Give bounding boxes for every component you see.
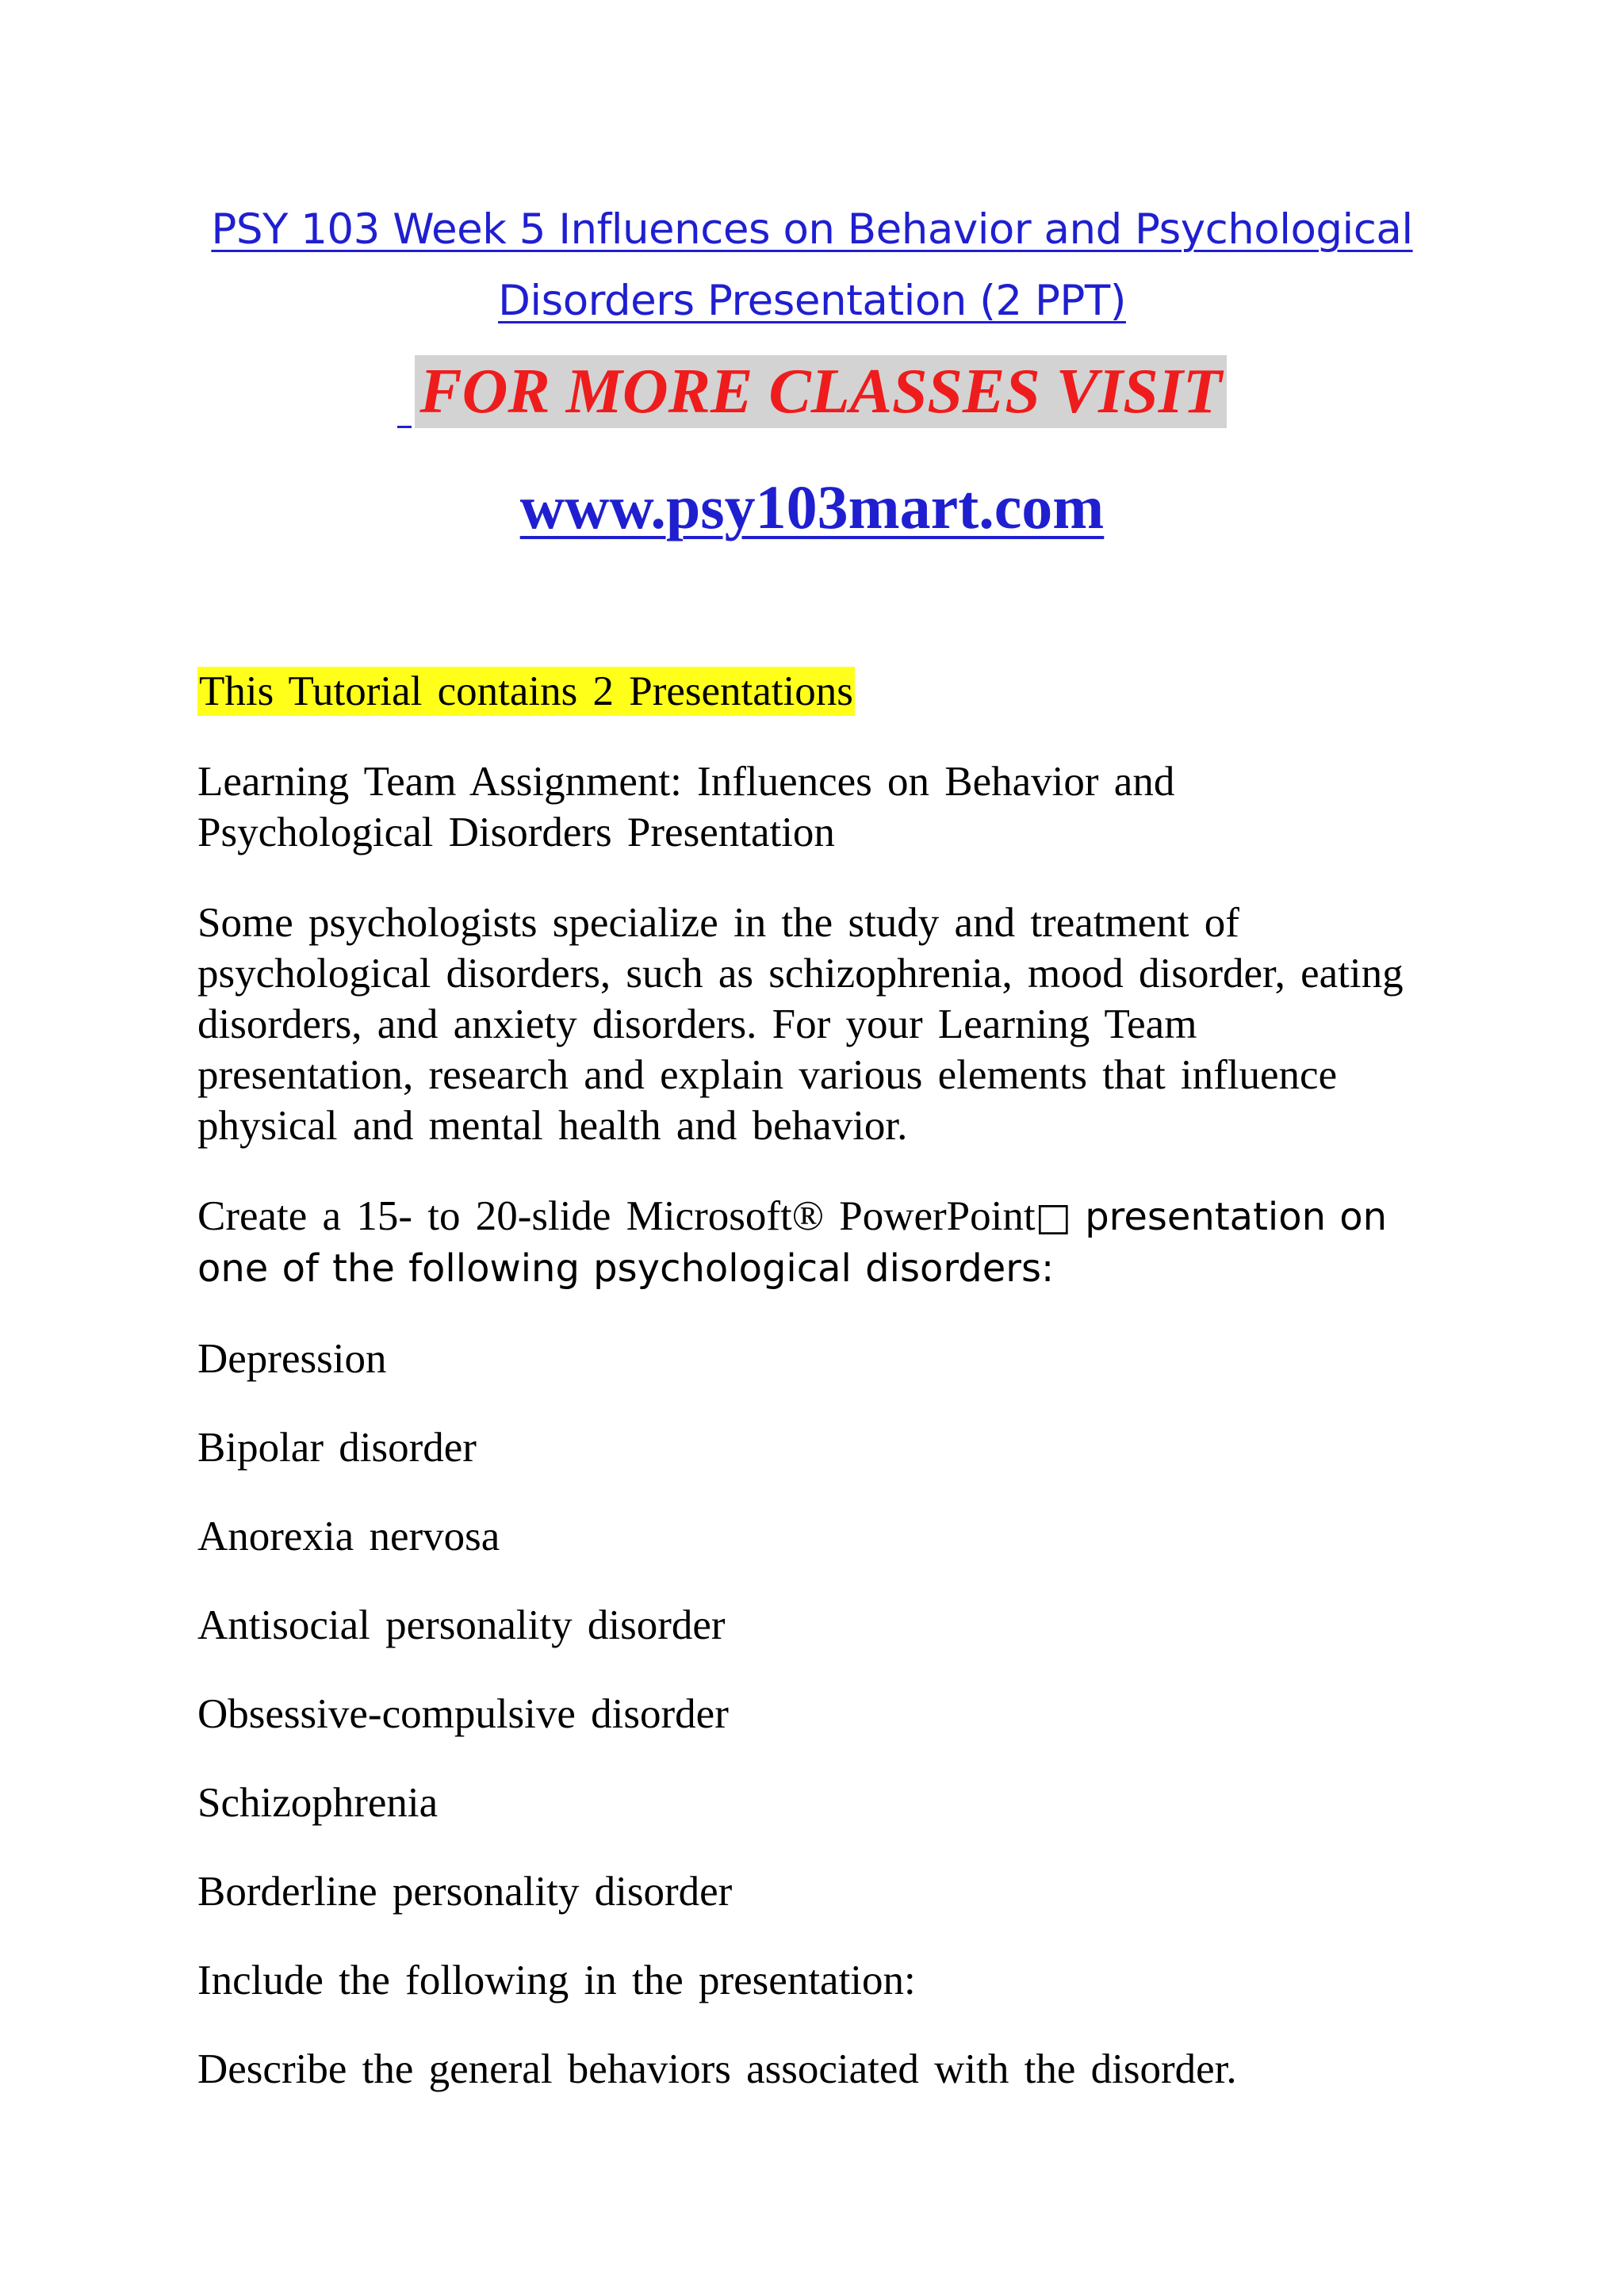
highlighted-summary: This Tutorial contains 2 Presentations <box>199 668 853 714</box>
list-item: Bipolar disorder <box>197 1425 477 1471</box>
intro-line: physical and mental health and behavior. <box>197 1103 908 1149</box>
intro-paragraph <box>197 897 1498 1151</box>
visit-banner <box>0 355 1624 428</box>
describe-instruction: Describe the general behaviors associated with the disorder. <box>197 2046 1237 2092</box>
assignment-heading <box>197 756 1498 858</box>
link-underscore[interactable] <box>397 362 412 428</box>
website-link-row <box>0 468 1624 547</box>
list-item: Antisocial personality disorder <box>197 1602 726 1648</box>
title-link-line-2[interactable]: Disorders Presentation (2 PPT) <box>498 277 1126 325</box>
document-title <box>159 194 1465 337</box>
disorder-list <box>197 1334 1498 1917</box>
create-text-sans: □ presentation on <box>1035 1195 1388 1239</box>
intro-line: Some psychologists specialize in the study and treatment of <box>197 900 1239 946</box>
create-text-serif: Create a 15- to 20-slide Microsoft® PowerPoint <box>197 1193 1036 1239</box>
include-instruction: Include the following in the presentation: <box>197 1957 916 2003</box>
title-link-line-1[interactable]: PSY 103 Week 5 Influences on Behavior and Psychological <box>211 205 1413 254</box>
tutorial-summary <box>197 666 1498 717</box>
assignment-line-1: Learning Team Assignment: Influences on Behavior and <box>197 759 1175 805</box>
create-instruction <box>197 1191 1498 1294</box>
list-item: Anorexia nervosa <box>197 1513 500 1559</box>
intro-line: psychological disorders, such as schizophrenia, mood disorder, eating <box>197 951 1404 997</box>
list-item: Borderline personality disorder <box>197 1869 733 1915</box>
create-text-sans-line-2: one of the following psychological disorders: <box>197 1246 1055 1291</box>
list-item: Obsessive-compulsive disorder <box>197 1691 729 1737</box>
intro-line: disorders, and anxiety disorders. For your Learning Team <box>197 1001 1197 1047</box>
intro-line: presentation, research and explain various elements that influence <box>197 1052 1338 1098</box>
list-item: Depression <box>197 1336 387 1382</box>
assignment-line-2: Psychological Disorders Presentation <box>197 809 835 855</box>
list-item: Schizophrenia <box>197 1780 439 1826</box>
document-body <box>197 666 1498 2133</box>
visit-text: FOR MORE CLASSES VISIT <box>415 355 1227 428</box>
website-link[interactable]: www.psy103mart.com <box>519 473 1105 541</box>
